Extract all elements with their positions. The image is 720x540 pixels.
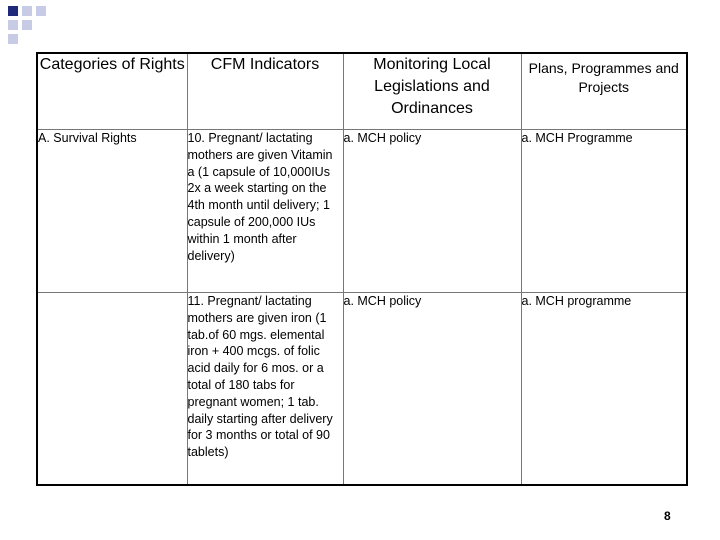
row-legislation: a. MCH policy — [343, 293, 521, 486]
header-monitoring-legislations: Monitoring Local Legislations and Ordinances — [343, 53, 521, 130]
row-plan: a. MCH Programme — [521, 130, 687, 293]
row-indicator: 11. Pregnant/ lactating mothers are given iron (1 tab.of 60 mgs. elemental iron + 400 mcgs. of folic acid daily for 6 mos. or a total of 180 tabs for pregnant women; 1 tab. daily starting after delivery for 3 months or total of 90 tablets) — [187, 293, 343, 486]
header-cfm-indicators: CFM Indicators — [187, 53, 343, 130]
row-plan: a. MCH programme — [521, 293, 687, 486]
page-number: 8 — [664, 509, 671, 523]
header-plans-programmes: Plans, Programmes and Projects — [521, 53, 687, 130]
decor-square — [22, 6, 32, 16]
table-row — [37, 293, 687, 486]
row-category: A. Survival Rights — [37, 130, 187, 293]
header-categories: Categories of Rights — [39, 56, 185, 73]
row-indicator: 10. Pregnant/ lactating mothers are given Vitamin a (1 capsule of 10,000IUs 2x a week starting on the 4th month until delivery; 1 capsule of 200,000 IUs within 1 month after delivery) — [187, 130, 343, 293]
decor-square — [22, 20, 32, 30]
corner-decoration — [0, 0, 56, 44]
table-row — [37, 130, 687, 293]
decor-square — [8, 20, 18, 30]
table-header-row — [37, 53, 687, 130]
decor-square — [8, 34, 18, 44]
row-legislation: a. MCH policy — [343, 130, 521, 293]
decor-square — [8, 6, 18, 16]
decor-square — [36, 6, 46, 16]
row-category — [37, 293, 187, 486]
rights-indicators-table — [36, 52, 688, 486]
